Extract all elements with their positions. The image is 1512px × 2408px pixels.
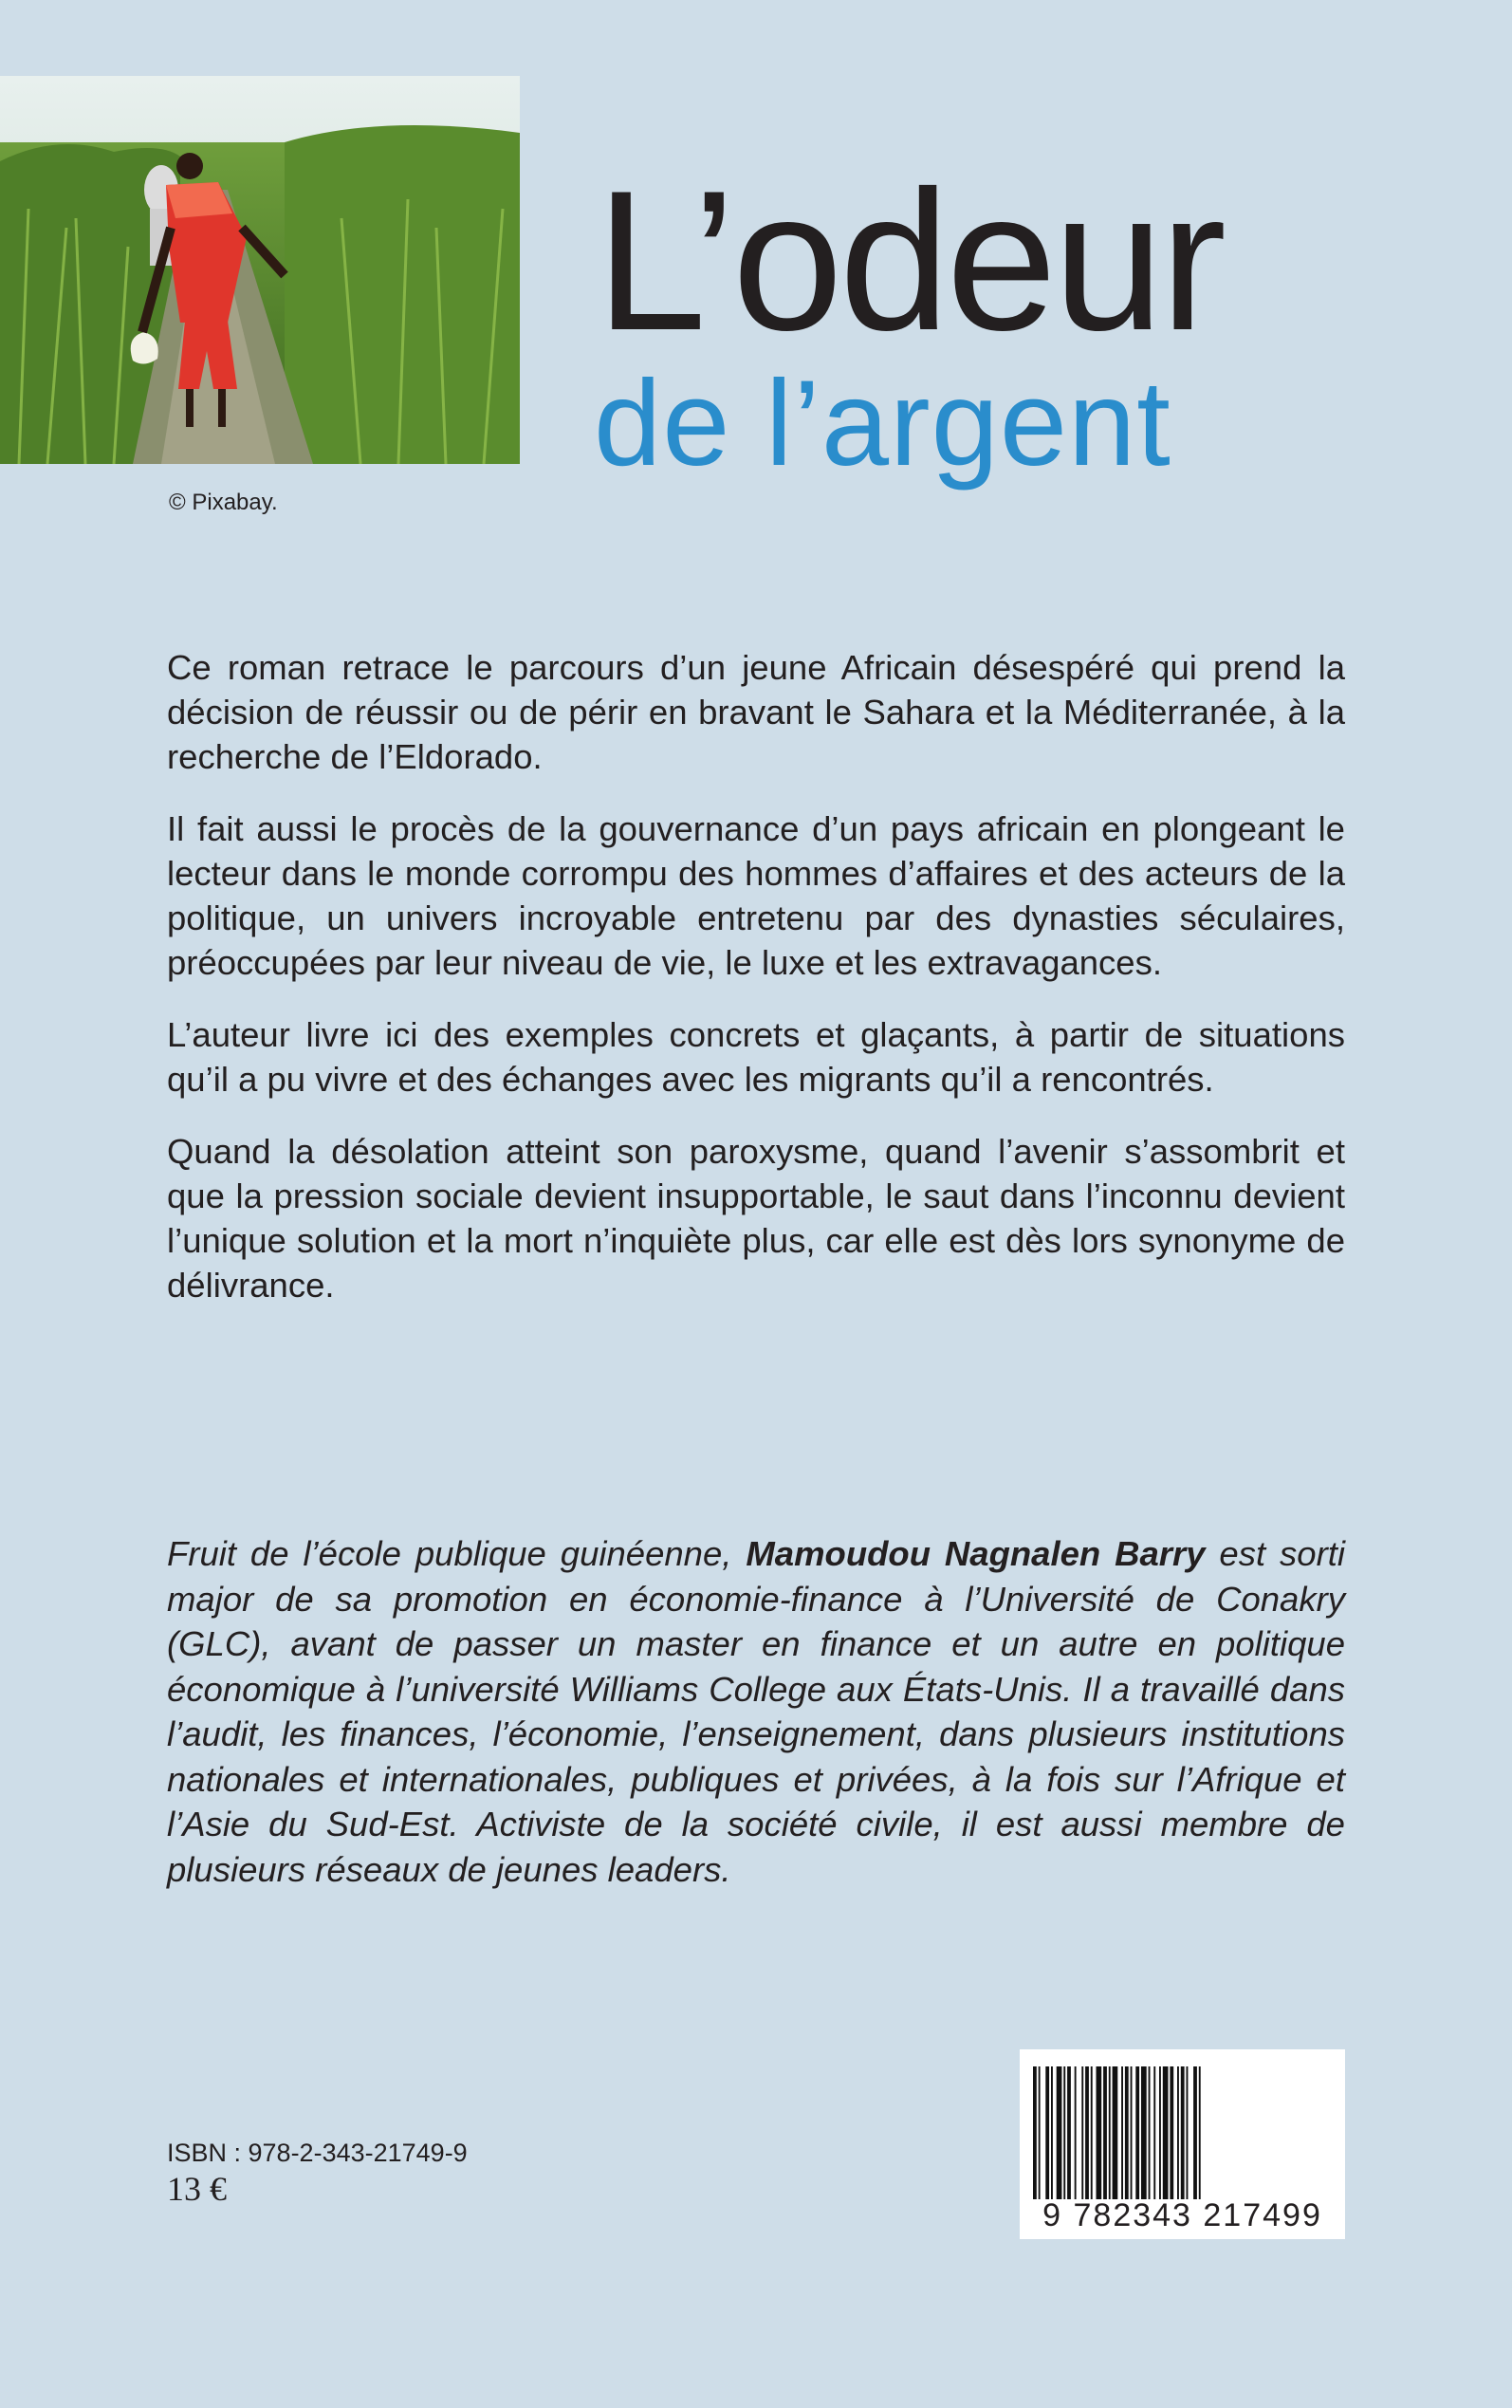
barcode-bar — [1125, 2066, 1129, 2199]
barcode-bar — [1153, 2066, 1155, 2199]
barcode-bar — [1121, 2066, 1123, 2199]
barcode-bar — [1075, 2066, 1077, 2199]
barcode-bar — [1097, 2066, 1102, 2199]
isbn: ISBN : 978-2-343-21749-9 — [167, 2139, 468, 2167]
barcode-bar — [1149, 2066, 1151, 2199]
barcode-bar — [1051, 2066, 1053, 2199]
barcode-digits: 9 782343 217499 — [1042, 2197, 1322, 2233]
barcode-bar — [1199, 2066, 1201, 2199]
barcode-bar — [1045, 2066, 1049, 2199]
book-subtitle: de l’argent — [594, 356, 1171, 491]
barcode-bar — [1067, 2066, 1071, 2199]
blurb-paragraph: L’auteur livre ici des exemples concrets et glaçants, à partir de situations qu’il a pu vivre et des échanges avec les migrants qu’il a rencontrés. — [167, 1015, 1345, 1099]
book-title: L’odeur — [596, 149, 1223, 372]
cover-photo — [0, 76, 520, 464]
price: 13 € — [167, 2170, 227, 2208]
photo-credit: © Pixabay. — [169, 490, 278, 515]
barcode-bar — [1131, 2066, 1133, 2199]
blurb-paragraph: Quand la désolation atteint son paroxysme, quand l’avenir s’assombrit et que la pression sociale devient insupportable, le saut dans l’inconnu devient l’unique solution et la mort n’inquiète plus, car elle est dès lors synonyme de délivrance. — [167, 1132, 1345, 1305]
barcode-bar — [1109, 2066, 1111, 2199]
bio-intro: Fruit de l’école publique guinéenne, — [167, 1534, 747, 1573]
barcode-bar — [1177, 2066, 1179, 2199]
barcode-bar — [1081, 2066, 1083, 2199]
barcode-bar — [1170, 2066, 1173, 2199]
book-blurb — [167, 645, 1345, 1335]
barcode-bar — [1063, 2066, 1065, 2199]
barcode-bar — [1141, 2066, 1147, 2199]
barcode-bar — [1085, 2066, 1089, 2199]
barcode-bar — [1039, 2066, 1041, 2199]
barcode-bar — [1113, 2066, 1118, 2199]
barcode-bar — [1187, 2066, 1189, 2199]
barcode-bar — [1193, 2066, 1197, 2199]
blurb-paragraph: Il fait aussi le procès de la gouvernance d’un pays africain en plongeant le lecteur dans le monde corrompu des hommes d’affaires et des acteurs de la politique, un univers incroyable entretenu par des dynasties séculaires, préoccupées par leur niveau de vie, le luxe et les extravagances. — [167, 809, 1345, 982]
barcode — [1020, 2049, 1345, 2239]
barcode-bar — [1159, 2066, 1161, 2199]
barcode-bar — [1033, 2066, 1037, 2199]
author-name: Mamoudou Nagnalen Barry — [746, 1534, 1206, 1573]
barcode-bar — [1091, 2066, 1093, 2199]
blurb-paragraph: Ce roman retrace le parcours d’un jeune Africain désespéré qui prend la décision de réussir ou de périr en bravant le Sahara et la Méditerranée, à la recherche de l’Eldorado. — [167, 648, 1345, 776]
author-bio — [167, 1531, 1345, 1892]
barcode-bar — [1163, 2066, 1169, 2199]
barcode-bar — [1103, 2066, 1107, 2199]
bio-text: est sorti major de sa promotion en économie-finance à l’Université de Conakry (GLC), avant de passer un master en finance et un autre en politique économique à l’université Williams College aux États-Unis. Il a travaillé dans l’audit, les finances, l’économie, l’enseignement, dans plusieurs institutions nationales et internationales, publiques et privées, à la fois sur l’Afrique et l’Asie du Sud-Est. Activiste de la société civile, il est aussi membre de plusieurs réseaux de jeunes leaders. — [167, 1534, 1345, 1889]
barcode-bar — [1181, 2066, 1185, 2199]
barcode-bar — [1057, 2066, 1062, 2199]
barcode-bars — [1020, 2049, 1345, 2201]
barcode-bar — [1135, 2066, 1139, 2199]
